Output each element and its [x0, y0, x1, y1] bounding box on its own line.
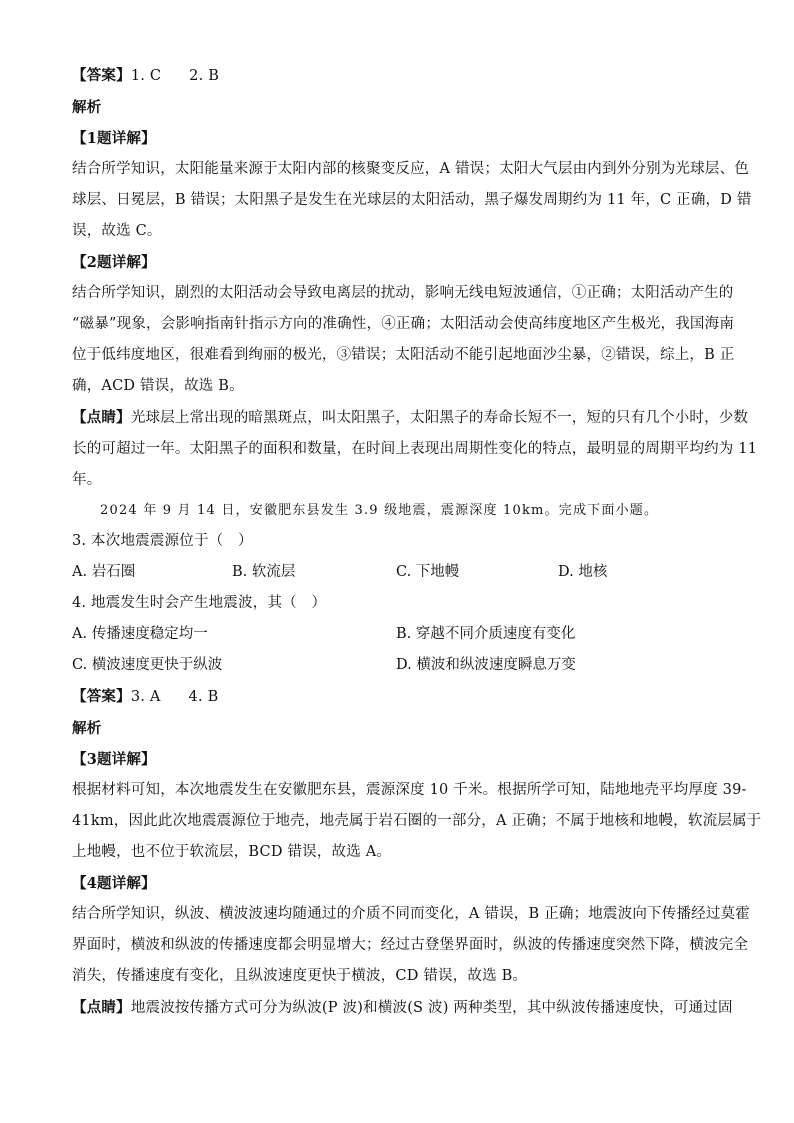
point-tag: 【点睛】	[72, 999, 131, 1016]
q2-detail-line: 位于低纬度地区，很难看到绚丽的极光，③错误；太阳活动不能引起地面沙尘暴，②错误，综上，B 正	[72, 347, 735, 363]
point-text: 地震波按传播方式可分为纵波(P 波)和横波(S 波) 两种类型，其中纵波传播速度快，可通过固	[130, 1000, 733, 1016]
answer-line-2	[72, 681, 732, 713]
question-4-options-row1	[72, 619, 732, 650]
q4-detail-line: 结合所学知识，纵波、横波波速均随通过的介质不同而变化，A 错误，B 正确；地震波向下传播经过莫霍	[72, 906, 750, 922]
point-line-1	[72, 402, 749, 434]
q3-detail-heading: 【3题详解】	[72, 751, 156, 768]
q4-option-a: A. 传播速度稳定均一	[72, 626, 208, 642]
q2-detail-line: 确，ACD 错误，故选 B。	[72, 378, 244, 394]
answer-line-1	[72, 60, 732, 92]
question-4-options-row2	[72, 650, 732, 681]
q2-detail-heading: 【2题详解】	[72, 254, 156, 271]
q3-option-d: D. 地核	[558, 564, 608, 580]
answer-2: 2. B	[189, 68, 220, 84]
question-4-stem: 4. 地震发生时会产生地震波，其（ ）	[72, 595, 327, 611]
question-3-options	[72, 557, 732, 588]
q4-option-d: D. 横波和纵波速度瞬息万变	[396, 657, 576, 673]
document-page	[72, 60, 762, 1024]
point-line: 长的可超过一年。太阳黑子的面积和数量，在时间上表现出周期性变化的特点，最明显的周期平均约为 11	[72, 441, 758, 457]
answer-tag: 【答案】	[72, 67, 131, 84]
point-tag: 【点睛】	[72, 409, 131, 426]
q1-detail-heading: 【1题详解】	[72, 130, 156, 147]
q4-option-c: C. 横波速度更快于纵波	[72, 657, 223, 673]
q4-option-b: B. 穿越不同介质速度有变化	[396, 626, 576, 642]
q1-detail-line: 球层、日冕层，B 错误；太阳黑子是发生在光球层的太阳活动，黑子爆发周期约为 11 年，C 正确，D 错	[72, 192, 752, 208]
point-line: 年。	[72, 472, 102, 488]
q4-detail-line: 消失，传播速度有变化，且纵波速度更快于横波，CD 错误，故选 B。	[72, 968, 528, 984]
q2-detail-line: 结合所学知识，剧烈的太阳活动会导致电离层的扰动，影响无线电短波通信，①正确；太阳活动产生的	[72, 285, 734, 301]
q4-detail-line: 界面时，横波和纵波的传播速度都会明显增大；经过古登堡界面时，纵波的传播速度突然下降，横波完全	[72, 937, 749, 953]
analysis-heading-2: 解析	[72, 720, 102, 737]
q4-detail-heading: 【4题详解】	[72, 875, 156, 892]
answer-3: 3. A	[130, 689, 161, 705]
q3-detail-line: 根据材料可知，本次地震发生在安徽肥东县，震源深度 10 千米。根据所学可知，陆地地壳平均厚度 39-	[72, 782, 747, 798]
q3-option-c: C. 下地幔	[396, 564, 460, 580]
q3-detail-line: 上地幔，也不位于软流层，BCD 错误，故选 A。	[72, 844, 392, 860]
q1-detail-line: 误，故选 C。	[72, 223, 162, 239]
answer-tag: 【答案】	[72, 688, 131, 705]
q3-detail-line: 41km，因此此次地震震源位于地壳，地壳属于岩石圈的一部分，A 正确；不属于地核和地幔，软流层属于	[72, 813, 762, 829]
material-text: 2024 年 9 月 14 日，安徽肥东县发生 3.9 级地震，震源深度 10km。完成下面小题。	[100, 503, 659, 518]
q1-detail-line: 结合所学知识，太阳能量来源于太阳内部的核聚变反应，A 错误；太阳大气层由内到外分别为光球层、色	[72, 161, 749, 177]
q2-detail-line: “磁暴”现象，会影响指南针指示方向的准确性，④正确；太阳活动会使高纬度地区产生极光，我国海南	[72, 316, 735, 332]
analysis-heading-1: 解析	[72, 99, 102, 116]
answer-4: 4. B	[188, 689, 219, 705]
question-3-stem: 3. 本次地震震源位于（ ）	[72, 533, 253, 549]
q3-option-a: A. 岩石圈	[72, 564, 136, 580]
point-text: 光球层上常出现的暗黑斑点，叫太阳黑子，太阳黑子的寿命长短不一，短的只有几个小时，少数	[130, 410, 749, 426]
point-line-2	[72, 992, 732, 1024]
q3-option-b: B. 软流层	[232, 564, 296, 580]
answer-1: 1. C	[130, 68, 162, 84]
